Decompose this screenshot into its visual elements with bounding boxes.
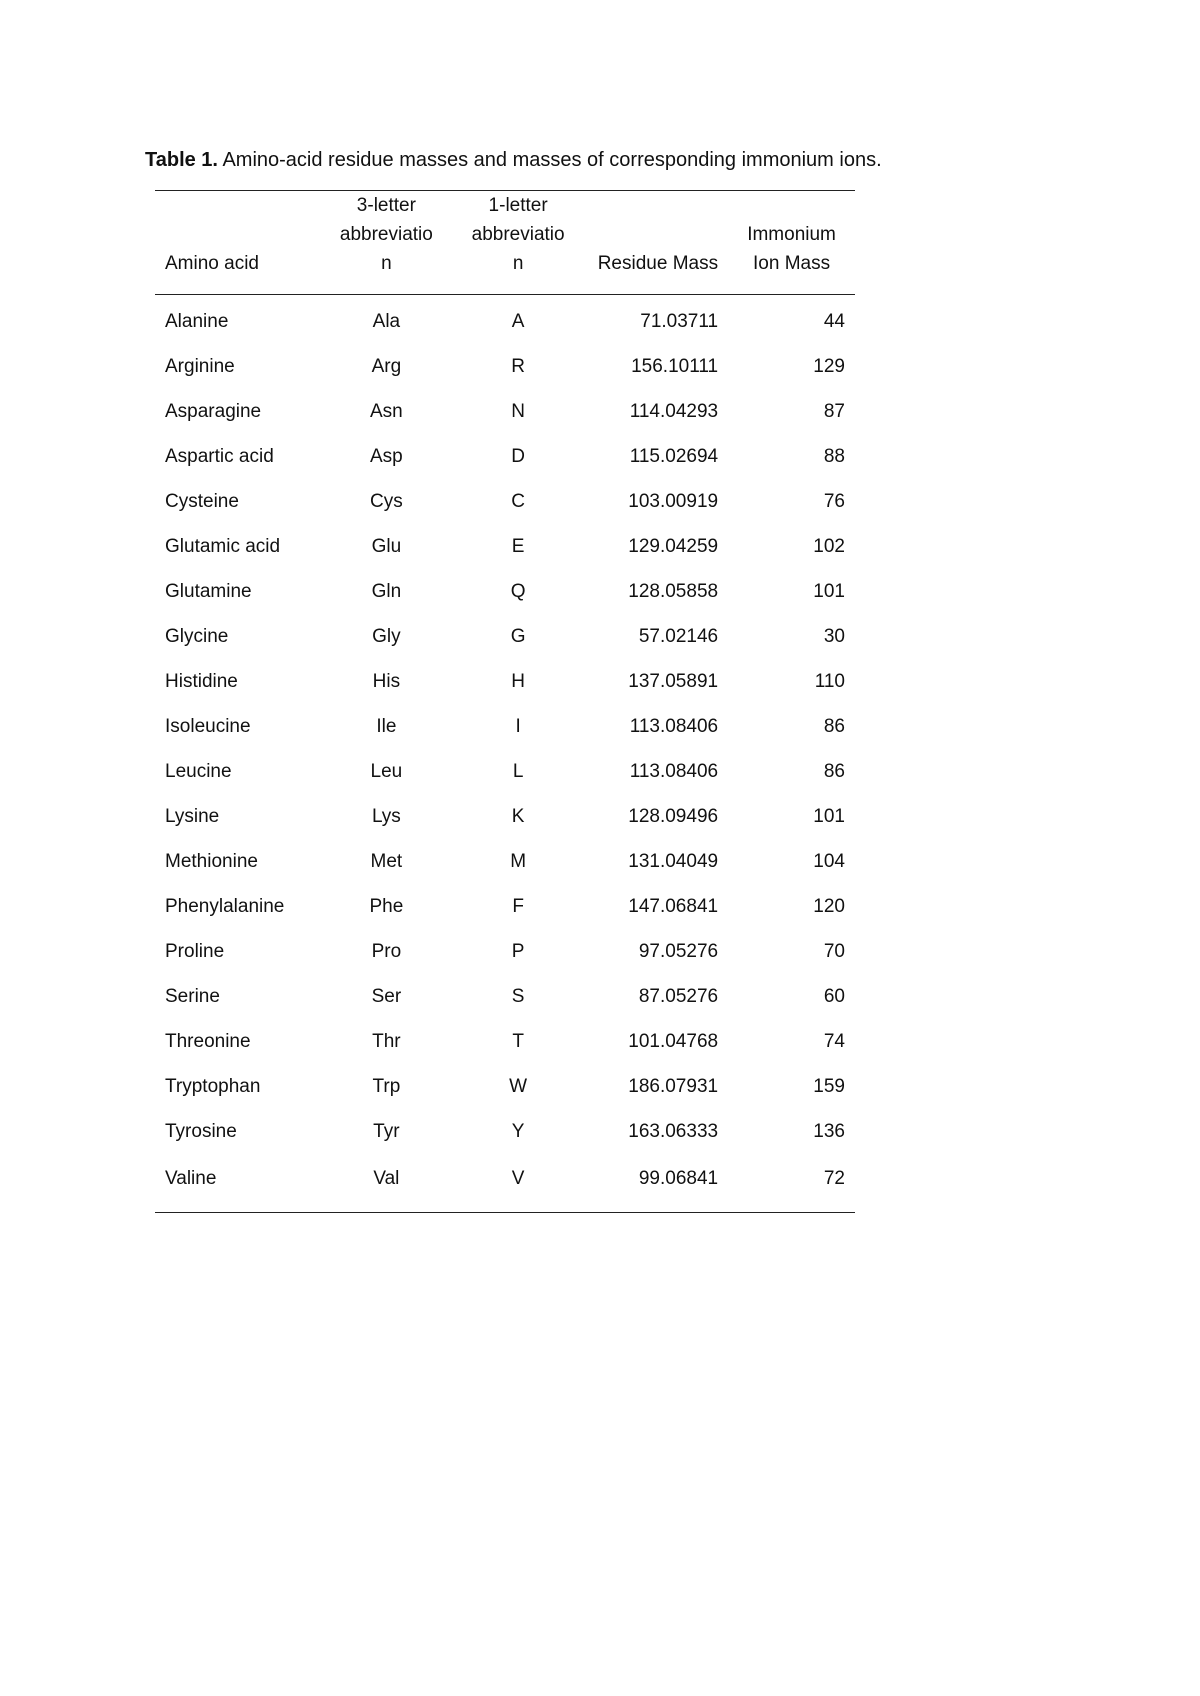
amino-acid-cell: Glycine [165, 625, 229, 647]
residue-mass-cell: 129.04259 [628, 535, 719, 557]
immonium-mass-cell: 101 [813, 805, 845, 827]
three-letter-cell: Asp [370, 445, 403, 467]
residue-mass-cell: 128.09496 [628, 805, 719, 827]
residue-mass-cell: 131.04049 [628, 850, 719, 872]
table-row [155, 1064, 855, 1109]
header-line: Immonium [747, 224, 836, 245]
one-letter-cell: L [512, 760, 524, 782]
three-letter-cell: Val [373, 1168, 400, 1189]
amino-acid-cell: Arginine [165, 355, 235, 377]
header-line: abbreviatio [339, 224, 433, 245]
amino-acid-cell: Glutamine [165, 580, 252, 602]
residue-mass-cell: 87.05276 [638, 985, 719, 1007]
residue-mass-cell: 147.06841 [628, 895, 719, 917]
immonium-mass-cell: 30 [823, 625, 845, 647]
three-letter-cell: Trp [372, 1075, 401, 1097]
amino-acid-cell: Serine [165, 985, 220, 1007]
three-letter-cell: Phe [369, 895, 404, 917]
amino-acid-cell: Proline [165, 940, 225, 962]
amino-acid-table [155, 190, 855, 1213]
three-letter-cell: Ala [372, 310, 401, 332]
table-body [155, 295, 855, 1213]
table-header [155, 191, 855, 295]
header-row [155, 191, 855, 295]
one-letter-cell: Y [511, 1120, 525, 1142]
header-1-letter-abbreviation [452, 191, 584, 295]
table-row [155, 839, 855, 884]
one-letter-cell: F [512, 895, 524, 917]
amino-acid-cell: Leucine [165, 760, 232, 782]
table-row [155, 749, 855, 794]
header-line: abbreviatio [471, 224, 565, 245]
amino-acid-cell: Methionine [165, 850, 258, 872]
table-row [155, 434, 855, 479]
table-row [155, 479, 855, 524]
caption-label: Table 1. [145, 149, 218, 171]
residue-mass-cell: 115.02694 [629, 445, 719, 467]
amino-acid-cell: Tryptophan [165, 1075, 261, 1097]
three-letter-cell: Leu [370, 760, 403, 782]
immonium-mass-cell: 70 [823, 940, 845, 962]
immonium-mass-cell: 76 [823, 490, 845, 512]
table-row [155, 1154, 855, 1213]
immonium-mass-cell: 87 [823, 400, 845, 422]
table-row [155, 1109, 855, 1154]
one-letter-cell: E [511, 535, 525, 557]
one-letter-cell: A [511, 310, 525, 332]
table-row [155, 295, 855, 345]
table-row [155, 524, 855, 569]
one-letter-cell: M [510, 850, 527, 872]
table-row [155, 569, 855, 614]
header-amino-acid [155, 191, 321, 295]
header-line: Amino acid [165, 253, 259, 274]
table-caption [145, 148, 882, 172]
table-row [155, 389, 855, 434]
one-letter-cell: G [510, 625, 526, 647]
residue-mass-cell: 128.05858 [628, 580, 719, 602]
one-letter-cell: H [511, 670, 525, 692]
immonium-mass-cell: 44 [823, 310, 845, 332]
table-row [155, 974, 855, 1019]
immonium-mass-cell: 88 [823, 445, 845, 467]
immonium-mass-cell: 129 [813, 355, 845, 377]
one-letter-cell: R [511, 355, 525, 377]
immonium-mass-cell: 136 [813, 1120, 845, 1142]
table-row [155, 659, 855, 704]
one-letter-cell: I [515, 715, 521, 737]
amino-acid-cell: Phenylalanine [165, 895, 285, 917]
residue-mass-cell: 71.03711 [640, 310, 719, 332]
immonium-mass-cell: 102 [813, 535, 845, 557]
residue-mass-cell: 156.10111 [631, 355, 719, 377]
caption-text: Amino-acid residue masses and masses of corresponding immonium ions. [218, 149, 882, 171]
one-letter-cell: W [509, 1075, 528, 1097]
header-3-letter-abbreviation [321, 191, 453, 295]
one-letter-cell: N [511, 400, 525, 422]
header-line: 3-letter [356, 195, 416, 216]
header-immonium-ion-mass [728, 191, 855, 295]
immonium-mass-cell: 110 [814, 670, 845, 692]
amino-acid-cell: Alanine [165, 310, 229, 332]
amino-acid-cell: Glutamic acid [165, 535, 281, 557]
one-letter-cell: V [511, 1168, 525, 1189]
amino-acid-cell: Asparagine [165, 400, 262, 422]
residue-mass-cell: 137.05891 [628, 670, 719, 692]
immonium-mass-cell: 104 [813, 850, 845, 872]
three-letter-cell: Met [370, 850, 403, 872]
amino-acid-cell: Threonine [165, 1030, 251, 1052]
amino-acid-cell: Isoleucine [165, 715, 251, 737]
immonium-mass-cell: 74 [823, 1030, 845, 1052]
header-line: n [381, 253, 392, 274]
table-row [155, 1019, 855, 1064]
amino-acid-cell: Valine [165, 1168, 217, 1189]
header-line: 1-letter [488, 195, 548, 216]
one-letter-cell: S [511, 985, 525, 1007]
amino-acid-cell: Cysteine [165, 490, 239, 512]
three-letter-cell: Tyr [373, 1120, 400, 1142]
three-letter-cell: Cys [370, 490, 403, 512]
three-letter-cell: Gly [372, 625, 401, 647]
header-line: n [512, 253, 524, 274]
residue-mass-cell: 114.04293 [629, 400, 719, 422]
one-letter-cell: C [511, 490, 525, 512]
amino-acid-cell: Aspartic acid [165, 445, 274, 467]
three-letter-cell: Lys [371, 805, 401, 827]
three-letter-cell: Arg [371, 355, 402, 377]
immonium-mass-cell: 120 [813, 895, 845, 917]
residue-mass-cell: 101.04768 [628, 1030, 719, 1052]
header-residue-mass [584, 191, 728, 295]
table-row [155, 344, 855, 389]
immonium-mass-cell: 86 [823, 715, 845, 737]
residue-mass-cell: 103.00919 [628, 490, 719, 512]
residue-mass-cell: 163.06333 [628, 1120, 719, 1142]
table-row [155, 884, 855, 929]
table-row [155, 929, 855, 974]
amino-acid-cell: Histidine [165, 670, 238, 692]
three-letter-cell: Ser [371, 985, 402, 1007]
residue-mass-cell: 113.08406 [629, 715, 719, 737]
three-letter-cell: Glu [371, 535, 402, 557]
table-row [155, 614, 855, 659]
three-letter-cell: His [372, 670, 401, 692]
residue-mass-cell: 99.06841 [638, 1168, 719, 1189]
table-row [155, 794, 855, 839]
one-letter-cell: Q [510, 580, 526, 602]
residue-mass-cell: 57.02146 [638, 625, 719, 647]
header-line: Ion Mass [753, 253, 831, 274]
three-letter-cell: Pro [371, 940, 402, 962]
one-letter-cell: P [511, 940, 525, 962]
residue-mass-cell: 186.07931 [628, 1075, 719, 1097]
residue-mass-cell: 113.08406 [629, 760, 719, 782]
three-letter-cell: Thr [372, 1030, 401, 1052]
three-letter-cell: Asn [370, 400, 403, 422]
three-letter-cell: Ile [376, 715, 397, 737]
header-line: Residue Mass [597, 253, 719, 274]
amino-acid-cell: Lysine [165, 805, 220, 827]
one-letter-cell: D [511, 445, 525, 467]
table-row [155, 704, 855, 749]
immonium-mass-cell: 159 [813, 1075, 845, 1097]
residue-mass-cell: 97.05276 [638, 940, 719, 962]
one-letter-cell: K [511, 805, 525, 827]
immonium-mass-cell: 86 [823, 760, 845, 782]
immonium-mass-cell: 60 [823, 985, 845, 1007]
amino-acid-cell: Tyrosine [165, 1120, 237, 1142]
immonium-mass-cell: 72 [823, 1168, 845, 1189]
one-letter-cell: T [512, 1030, 524, 1052]
three-letter-cell: Gln [371, 580, 402, 602]
immonium-mass-cell: 101 [813, 580, 845, 602]
